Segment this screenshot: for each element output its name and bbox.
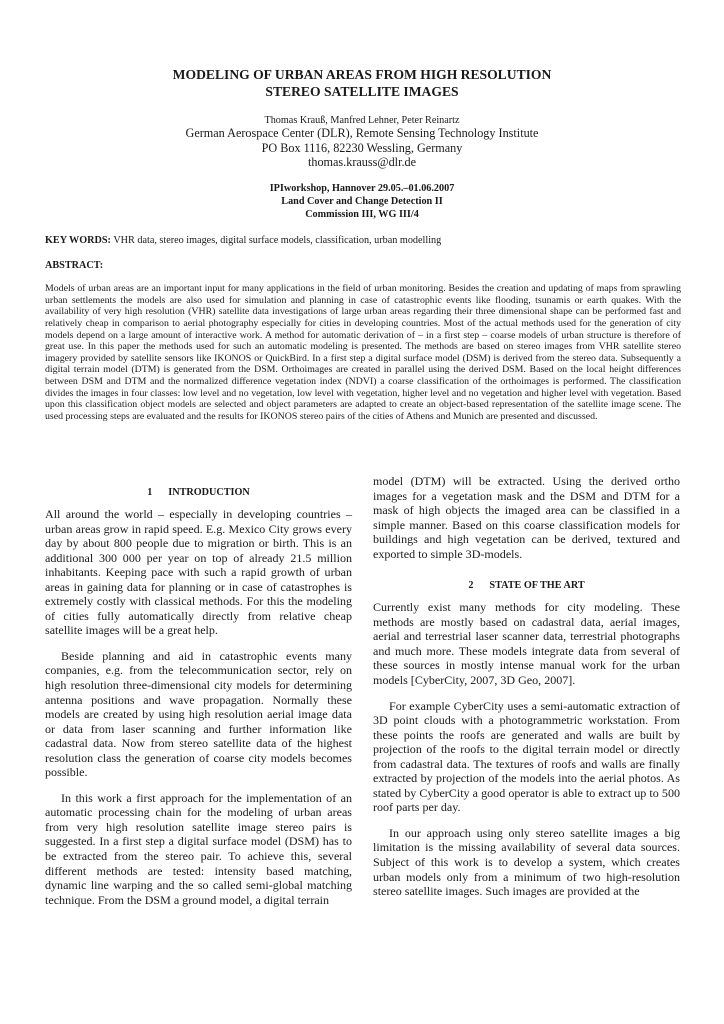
right-column bbox=[373, 474, 680, 899]
title-line: MODELING OF URBAN AREAS FROM HIGH RESOLUTION bbox=[172, 67, 552, 82]
left-column bbox=[45, 486, 352, 907]
section-heading bbox=[45, 486, 352, 499]
keywords-label: KEY WORDS: bbox=[45, 235, 111, 246]
keywords bbox=[45, 234, 681, 247]
paper-title bbox=[80, 66, 644, 100]
paragraph: For example CyberCity uses a semi-automatic extraction of 3D point clouds with a photogrammetric workstation. From these points the roofs are generated and walls are built by projection of the roofs to the digital terrain model or directly from cadastral data. The textures of roofs and walls are finally extracted by projection of the models into the aerial photos. As stated by CyberCity a good operator is able to extract up to 500 roof parts per day. bbox=[373, 698, 680, 815]
workshop-line: Land Cover and Change Detection II bbox=[281, 196, 443, 208]
workshop-line: Commission III, WG III/4 bbox=[305, 209, 419, 221]
affiliation-line: PO Box 1116, 82230 Wessling, Germany bbox=[261, 140, 463, 155]
affiliation-line: German Aerospace Center (DLR), Remote Sensing Technology Institute bbox=[185, 126, 539, 140]
paragraph: In our approach using only stereo satellite images a big limitation is the missing availability of several data sources. Subject of this work is to develop a system, which creates urban models only from a minimum of two high-resolution stereo satellite images. Such images are provided at the bbox=[373, 825, 680, 899]
paragraph: In this work a first approach for the implementation of an automatic processing chain for the modeling of urban areas from very high resolution satellite image stereo pairs is suggested. In a first step a digital surface model (DSM) has to be extracted from the stereo pair. To achieve this, several different methods are tested: intensity based matching, dynamic line warping and the so called semi-global matching technique. From the DSM a ground model, a digital terrain bbox=[45, 790, 352, 907]
paragraph: model (DTM) will be extracted. Using the derived ortho images for a vegetation mask and the DSM and DTM for a mask of high objects the imaged area can be classified in a simple manner. Based on this coarse classification models for buildings and high vegetation can be derived, textured and exported to simple 3D-models. bbox=[373, 474, 680, 561]
keywords-text: VHR data, stereo images, digital surface models, classification, urban modelling bbox=[110, 235, 442, 246]
section-title: STATE OF THE ART bbox=[489, 580, 585, 592]
section-title: INTRODUCTION bbox=[168, 487, 250, 498]
author-email: thomas.krauss@dlr.de bbox=[307, 155, 417, 169]
abstract-heading: ABSTRACT: bbox=[45, 260, 104, 271]
workshop-info bbox=[80, 182, 644, 222]
paragraph: All around the world – especially in developing countries – urban areas grow in rapid speed. E.g. Mexico City grows every day by about 800 people due to migration or birth. This is an additional 300 000 per year on top of already 21.5 million inhabitants. Keeping pace with such a rapid growth of urban areas in gaining data for planning or in case of catastrophes is extremely costly with classical methods. For this the modeling of cities fully automatically directly from relative cheap satellite images will be a great help. bbox=[45, 507, 352, 638]
section-number: 2 bbox=[468, 580, 474, 592]
section-heading bbox=[373, 579, 680, 592]
affiliation bbox=[80, 126, 644, 170]
paragraph: Beside planning and aid in catastrophic events many companies, e.g. from the telecommunication sector, rely on high resolution three-dimensional city models for determining antenna positions and wave propagation. Normally these models are created by using high resolution aerial image data or data from laser scanning and further information like cadastral data. Now from stereo satellite data of the highest resolution class the generation of coarse city models becomes possible. bbox=[45, 648, 352, 780]
abstract-text: Models of urban areas are an important input for many applications in the field of urban monitoring. Besides the creation and updating of maps from sprawling urban settlements the models are also used for simulation and planning in case of catastrophic events like flooding, tsunamis or earth quakes. With the availability of very high resolution (VHR) satellite data investigations of large urban areas regarding their three dimensional shape can be performed fast and relatively cheap in comparison to aerial photography especially for cities in developing countries. Most of the actual methods used for the generation of city models depend on a large amount of interactive work. A method for automatic derivation of – in a first step – coarse models of urban structure is therefore of great use. In this paper the methods used for such an automatic modeling is presented. The methods are based on stereo images from VHR satellite stereo imagery provided by satellite sensors like IKONOS or QuickBird. In a first step a digital surface model (DSM) is derived from the stereo data. Subsequently a digital terrain model (DTM) is generated from the DSM. Orthoimages are created in parallel using the derived DSM. Based on the local height differences between DSM and DTM and the normalized difference vegetation index (NDVI) a coarse classification of the orthoimages is performed. The classification divides the images in four classes: low level and no vegetation, low level with vegetation, higher level and no vegetation and higher level with vegetation. Based upon this classification object models are selected and object parameters are adapted to create an object-based representation of the satellite image scene. The used processing steps are evaluated and the results for IKONOS stereo pairs of the cities of Athens and Munich are presented and discussed. bbox=[45, 283, 681, 422]
title-line: STEREO SATELLITE IMAGES bbox=[265, 84, 459, 99]
paragraph: Currently exist many methods for city modeling. These methods are mostly based on cadastral data, aerial images, aerial and terrestrial laser scanner data, terrestrial photographs and much more. These models integrate data from several of these sources in mostly intense manual work for the urban models [CyberCity, 2007, 3D Geo, 2007]. bbox=[373, 600, 680, 688]
workshop-line: IPIworkshop, Hannover 29.05.–01.06.2007 bbox=[269, 183, 455, 194]
section-number: 1 bbox=[147, 487, 153, 498]
author-list: Thomas Krauß, Manfred Lehner, Peter Reinartz bbox=[264, 115, 460, 126]
